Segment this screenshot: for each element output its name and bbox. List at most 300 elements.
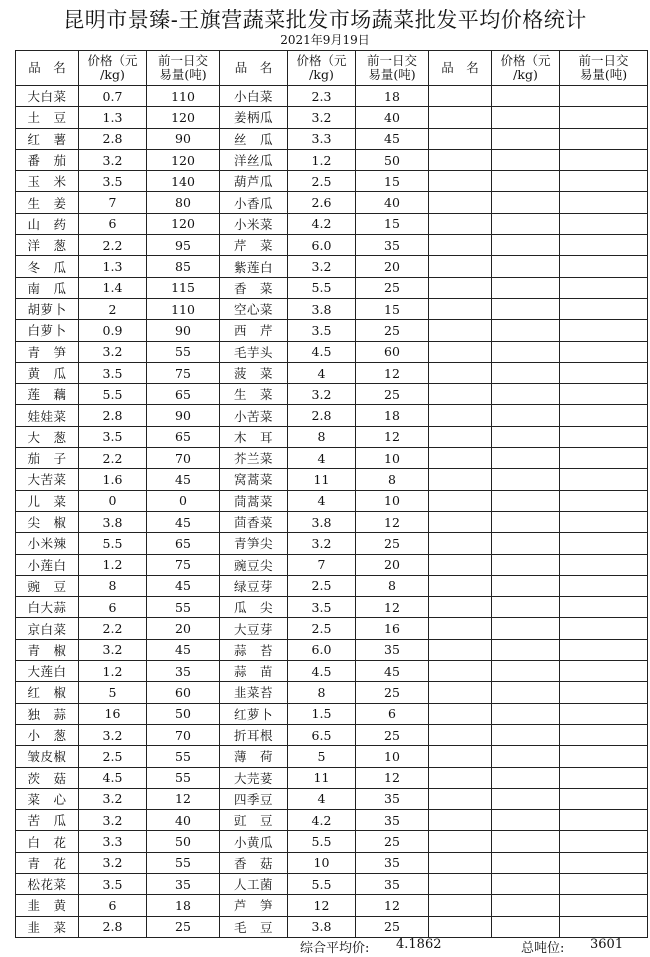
name-cell-3	[429, 384, 492, 405]
price-cell-2: 4	[288, 490, 356, 511]
price-cell-2: 3.2	[288, 533, 356, 554]
header-name-1: 品 名	[16, 51, 79, 86]
price-cell-3	[492, 149, 560, 170]
volume-cell-2: 10	[356, 746, 429, 767]
volume-cell-2: 25	[356, 533, 429, 554]
table-row	[16, 916, 648, 937]
name-cell-2: 茴香菜	[220, 511, 288, 532]
table-row	[16, 107, 648, 128]
table-row	[16, 426, 648, 447]
name-cell-1: 南 瓜	[16, 277, 79, 298]
name-cell-1: 大苦菜	[16, 469, 79, 490]
price-cell-1: 7	[79, 192, 147, 213]
price-cell-1: 5.5	[79, 384, 147, 405]
volume-cell-2: 40	[356, 192, 429, 213]
price-cell-2: 4.5	[288, 341, 356, 362]
name-cell-1: 尖 椒	[16, 511, 79, 532]
name-cell-2: 芦 笋	[220, 895, 288, 916]
name-cell-1: 豌 豆	[16, 575, 79, 596]
name-cell-3	[429, 362, 492, 383]
header-row	[16, 51, 648, 86]
price-cell-3	[492, 554, 560, 575]
name-cell-1: 青 笋	[16, 341, 79, 362]
name-cell-1: 玉 米	[16, 171, 79, 192]
volume-cell-2: 12	[356, 895, 429, 916]
name-cell-1: 皱皮椒	[16, 746, 79, 767]
table-row	[16, 597, 648, 618]
volume-cell-2: 35	[356, 873, 429, 894]
name-cell-1: 松花菜	[16, 873, 79, 894]
table-row	[16, 810, 648, 831]
price-cell-3	[492, 448, 560, 469]
table-row	[16, 575, 648, 596]
name-cell-2: 生 菜	[220, 384, 288, 405]
name-cell-2: 香 菜	[220, 277, 288, 298]
total-tonnage-label: 总吨位:	[521, 941, 565, 956]
name-cell-2: 木 耳	[220, 426, 288, 447]
price-cell-1: 2.2	[79, 618, 147, 639]
volume-cell-2: 25	[356, 384, 429, 405]
name-cell-2: 小白菜	[220, 86, 288, 107]
name-cell-3	[429, 746, 492, 767]
name-cell-1: 独 蒜	[16, 703, 79, 724]
name-cell-3	[429, 277, 492, 298]
name-cell-2: 小苦菜	[220, 405, 288, 426]
table-row	[16, 639, 648, 660]
volume-cell-1: 110	[147, 298, 220, 319]
price-cell-3	[492, 320, 560, 341]
volume-cell-3	[560, 256, 648, 277]
price-cell-3	[492, 810, 560, 831]
price-cell-1: 0.9	[79, 320, 147, 341]
price-cell-1: 2.8	[79, 128, 147, 149]
price-table	[15, 50, 648, 938]
name-cell-1: 白 花	[16, 831, 79, 852]
table-row	[16, 873, 648, 894]
name-cell-3	[429, 724, 492, 745]
name-cell-3	[429, 426, 492, 447]
name-cell-1: 白萝卜	[16, 320, 79, 341]
name-cell-2: 折耳根	[220, 724, 288, 745]
volume-cell-1: 35	[147, 661, 220, 682]
report-date: 2021年9月19日	[280, 33, 370, 47]
name-cell-3	[429, 149, 492, 170]
name-cell-1: 大 葱	[16, 426, 79, 447]
volume-cell-1: 70	[147, 724, 220, 745]
volume-cell-1: 40	[147, 810, 220, 831]
price-cell-3	[492, 86, 560, 107]
price-cell-3	[492, 362, 560, 383]
volume-cell-1: 65	[147, 426, 220, 447]
volume-cell-1: 115	[147, 277, 220, 298]
header-name-3: 品 名	[429, 51, 492, 86]
volume-cell-3	[560, 490, 648, 511]
volume-cell-3	[560, 852, 648, 873]
price-cell-3	[492, 661, 560, 682]
name-cell-2: 蒜 苔	[220, 639, 288, 660]
volume-cell-3	[560, 639, 648, 660]
name-cell-1: 苦 瓜	[16, 810, 79, 831]
header-name-2: 品 名	[220, 51, 288, 86]
price-cell-2: 11	[288, 767, 356, 788]
volume-cell-2: 16	[356, 618, 429, 639]
name-cell-3	[429, 86, 492, 107]
price-cell-3	[492, 873, 560, 894]
name-cell-2: 蒜 苗	[220, 661, 288, 682]
price-cell-1: 2.2	[79, 235, 147, 256]
name-cell-3	[429, 810, 492, 831]
volume-cell-1: 90	[147, 405, 220, 426]
price-cell-2: 6.0	[288, 235, 356, 256]
price-cell-2: 3.2	[288, 384, 356, 405]
name-cell-2: 韭菜苔	[220, 682, 288, 703]
volume-cell-2: 18	[356, 405, 429, 426]
price-cell-1: 1.6	[79, 469, 147, 490]
volume-cell-3	[560, 426, 648, 447]
price-cell-2: 4	[288, 362, 356, 383]
price-cell-1: 1.3	[79, 256, 147, 277]
price-cell-3	[492, 235, 560, 256]
table-row	[16, 746, 648, 767]
volume-cell-2: 25	[356, 916, 429, 937]
name-cell-1: 山 药	[16, 213, 79, 234]
table-row	[16, 213, 648, 234]
name-cell-3	[429, 661, 492, 682]
price-cell-3	[492, 511, 560, 532]
volume-cell-3	[560, 128, 648, 149]
volume-cell-1: 45	[147, 575, 220, 596]
volume-cell-2: 60	[356, 341, 429, 362]
name-cell-2: 芥兰菜	[220, 448, 288, 469]
price-cell-1: 5.5	[79, 533, 147, 554]
header-price-3: 价格（元 /kg)	[492, 51, 560, 86]
price-cell-3	[492, 703, 560, 724]
name-cell-2: 青笋尖	[220, 533, 288, 554]
name-cell-3	[429, 469, 492, 490]
volume-cell-3	[560, 746, 648, 767]
name-cell-2: 人工菌	[220, 873, 288, 894]
name-cell-2: 小黄瓜	[220, 831, 288, 852]
name-cell-1: 菜 心	[16, 788, 79, 809]
volume-cell-3	[560, 575, 648, 596]
name-cell-3	[429, 895, 492, 916]
volume-cell-2: 45	[356, 661, 429, 682]
price-cell-2: 8	[288, 682, 356, 703]
price-cell-1: 0.7	[79, 86, 147, 107]
name-cell-3	[429, 554, 492, 575]
volume-cell-3	[560, 235, 648, 256]
volume-cell-3	[560, 873, 648, 894]
volume-cell-3	[560, 533, 648, 554]
name-cell-1: 青 花	[16, 852, 79, 873]
table-row	[16, 895, 648, 916]
price-cell-1: 5	[79, 682, 147, 703]
table-row	[16, 86, 648, 107]
price-cell-2: 3.2	[288, 107, 356, 128]
volume-cell-2: 12	[356, 767, 429, 788]
price-cell-2: 3.8	[288, 511, 356, 532]
price-cell-3	[492, 895, 560, 916]
volume-cell-3	[560, 384, 648, 405]
volume-cell-1: 120	[147, 213, 220, 234]
price-cell-1: 3.5	[79, 873, 147, 894]
table-row	[16, 448, 648, 469]
volume-cell-3	[560, 788, 648, 809]
volume-cell-2: 15	[356, 298, 429, 319]
volume-cell-1: 55	[147, 767, 220, 788]
header-volume-1: 前一日交 易量(吨)	[147, 51, 220, 86]
volume-cell-2: 25	[356, 724, 429, 745]
table-row	[16, 490, 648, 511]
name-cell-3	[429, 575, 492, 596]
volume-cell-2: 12	[356, 362, 429, 383]
price-cell-2: 5	[288, 746, 356, 767]
volume-cell-3	[560, 469, 648, 490]
price-cell-3	[492, 298, 560, 319]
price-cell-1: 3.5	[79, 362, 147, 383]
name-cell-3	[429, 171, 492, 192]
volume-cell-1: 55	[147, 746, 220, 767]
price-cell-3	[492, 171, 560, 192]
price-cell-3	[492, 213, 560, 234]
table-row	[16, 235, 648, 256]
volume-cell-2: 12	[356, 511, 429, 532]
price-cell-2: 3.5	[288, 320, 356, 341]
name-cell-2: 葫芦瓜	[220, 171, 288, 192]
price-cell-1: 3.3	[79, 831, 147, 852]
name-cell-1: 红 薯	[16, 128, 79, 149]
price-cell-2: 4.2	[288, 810, 356, 831]
price-cell-1: 1.3	[79, 107, 147, 128]
name-cell-2: 薄 荷	[220, 746, 288, 767]
volume-cell-1: 120	[147, 149, 220, 170]
name-cell-3	[429, 916, 492, 937]
volume-cell-2: 35	[356, 235, 429, 256]
price-cell-2: 3.5	[288, 597, 356, 618]
price-cell-2: 11	[288, 469, 356, 490]
volume-cell-2: 8	[356, 575, 429, 596]
table-row	[16, 362, 648, 383]
price-cell-3	[492, 107, 560, 128]
header-volume-3: 前一日交 易量(吨)	[560, 51, 648, 86]
volume-cell-3	[560, 192, 648, 213]
table-row	[16, 128, 648, 149]
price-cell-2: 3.2	[288, 256, 356, 277]
table-row	[16, 405, 648, 426]
volume-cell-2: 40	[356, 107, 429, 128]
price-cell-3	[492, 128, 560, 149]
volume-cell-3	[560, 724, 648, 745]
price-cell-3	[492, 746, 560, 767]
name-cell-1: 青 椒	[16, 639, 79, 660]
price-cell-2: 2.8	[288, 405, 356, 426]
volume-cell-3	[560, 554, 648, 575]
volume-cell-3	[560, 362, 648, 383]
price-cell-1: 6	[79, 895, 147, 916]
name-cell-2: 洋丝瓜	[220, 149, 288, 170]
name-cell-2: 豇 豆	[220, 810, 288, 831]
price-cell-3	[492, 426, 560, 447]
table-row	[16, 788, 648, 809]
volume-cell-2: 25	[356, 682, 429, 703]
price-cell-1: 1.4	[79, 277, 147, 298]
volume-cell-1: 90	[147, 320, 220, 341]
price-cell-2: 3.8	[288, 916, 356, 937]
name-cell-2: 大芫荽	[220, 767, 288, 788]
volume-cell-1: 85	[147, 256, 220, 277]
price-cell-2: 2.3	[288, 86, 356, 107]
volume-cell-1: 18	[147, 895, 220, 916]
price-cell-2: 10	[288, 852, 356, 873]
price-cell-3	[492, 788, 560, 809]
name-cell-1: 娃娃菜	[16, 405, 79, 426]
price-cell-1: 3.5	[79, 426, 147, 447]
volume-cell-1: 55	[147, 341, 220, 362]
price-cell-2: 12	[288, 895, 356, 916]
volume-cell-1: 120	[147, 107, 220, 128]
name-cell-2: 芹 菜	[220, 235, 288, 256]
price-cell-2: 2.5	[288, 618, 356, 639]
volume-cell-3	[560, 448, 648, 469]
table-row	[16, 256, 648, 277]
name-cell-2: 香 菇	[220, 852, 288, 873]
table-row	[16, 469, 648, 490]
name-cell-2: 窝蒿菜	[220, 469, 288, 490]
volume-cell-2: 15	[356, 213, 429, 234]
volume-cell-1: 45	[147, 639, 220, 660]
name-cell-3	[429, 533, 492, 554]
price-cell-2: 6.0	[288, 639, 356, 660]
volume-cell-1: 35	[147, 873, 220, 894]
price-cell-1: 6	[79, 213, 147, 234]
price-cell-1: 3.2	[79, 724, 147, 745]
header-volume-2: 前一日交 易量(吨)	[356, 51, 429, 86]
volume-cell-2: 50	[356, 149, 429, 170]
price-cell-3	[492, 831, 560, 852]
name-cell-3	[429, 831, 492, 852]
volume-cell-1: 65	[147, 384, 220, 405]
name-cell-2: 空心菜	[220, 298, 288, 319]
price-cell-1: 1.2	[79, 554, 147, 575]
price-cell-1: 8	[79, 575, 147, 596]
volume-cell-1: 25	[147, 916, 220, 937]
table-row	[16, 341, 648, 362]
name-cell-3	[429, 341, 492, 362]
name-cell-1: 韭 黄	[16, 895, 79, 916]
name-cell-2: 绿豆芽	[220, 575, 288, 596]
price-cell-3	[492, 469, 560, 490]
price-cell-1: 3.2	[79, 810, 147, 831]
name-cell-3	[429, 235, 492, 256]
name-cell-2: 紫莲白	[220, 256, 288, 277]
price-cell-3	[492, 341, 560, 362]
name-cell-3	[429, 448, 492, 469]
table-row	[16, 149, 648, 170]
volume-cell-2: 35	[356, 810, 429, 831]
name-cell-3	[429, 213, 492, 234]
name-cell-1: 韭 菜	[16, 916, 79, 937]
price-cell-3	[492, 277, 560, 298]
price-cell-3	[492, 597, 560, 618]
table-row	[16, 852, 648, 873]
name-cell-3	[429, 256, 492, 277]
price-cell-1: 2.8	[79, 405, 147, 426]
total-tonnage-value: 3601	[590, 937, 624, 952]
volume-cell-2: 10	[356, 490, 429, 511]
name-cell-3	[429, 682, 492, 703]
volume-cell-1: 140	[147, 171, 220, 192]
volume-cell-3	[560, 831, 648, 852]
volume-cell-3	[560, 298, 648, 319]
volume-cell-1: 110	[147, 86, 220, 107]
name-cell-3	[429, 128, 492, 149]
name-cell-2: 瓜 尖	[220, 597, 288, 618]
volume-cell-3	[560, 171, 648, 192]
name-cell-2: 毛 豆	[220, 916, 288, 937]
price-cell-2: 7	[288, 554, 356, 575]
volume-cell-1: 0	[147, 490, 220, 511]
price-cell-1: 2	[79, 298, 147, 319]
header-price-1: 价格（元 /kg)	[79, 51, 147, 86]
name-cell-1: 胡萝卜	[16, 298, 79, 319]
price-cell-3	[492, 575, 560, 596]
volume-cell-1: 12	[147, 788, 220, 809]
volume-cell-3	[560, 341, 648, 362]
volume-cell-1: 45	[147, 469, 220, 490]
volume-cell-3	[560, 703, 648, 724]
volume-cell-3	[560, 618, 648, 639]
volume-cell-1: 50	[147, 831, 220, 852]
price-cell-1: 2.2	[79, 448, 147, 469]
volume-cell-2: 15	[356, 171, 429, 192]
volume-cell-3	[560, 320, 648, 341]
volume-cell-3	[560, 682, 648, 703]
price-cell-3	[492, 852, 560, 873]
volume-cell-1: 90	[147, 128, 220, 149]
volume-cell-1: 95	[147, 235, 220, 256]
price-cell-1: 3.2	[79, 788, 147, 809]
volume-cell-3	[560, 107, 648, 128]
volume-cell-1: 20	[147, 618, 220, 639]
name-cell-2: 姜柄瓜	[220, 107, 288, 128]
volume-cell-1: 55	[147, 597, 220, 618]
table-row	[16, 277, 648, 298]
price-cell-2: 3.8	[288, 298, 356, 319]
name-cell-2: 毛芋头	[220, 341, 288, 362]
price-cell-3	[492, 724, 560, 745]
volume-cell-1: 45	[147, 511, 220, 532]
price-cell-1: 3.2	[79, 341, 147, 362]
name-cell-3	[429, 788, 492, 809]
price-cell-2: 2.6	[288, 192, 356, 213]
table-row	[16, 618, 648, 639]
name-cell-3	[429, 873, 492, 894]
name-cell-3	[429, 618, 492, 639]
volume-cell-3	[560, 810, 648, 831]
volume-cell-1: 75	[147, 362, 220, 383]
name-cell-2: 四季豆	[220, 788, 288, 809]
volume-cell-2: 20	[356, 256, 429, 277]
price-cell-3	[492, 767, 560, 788]
price-cell-2: 2.5	[288, 575, 356, 596]
name-cell-2: 小米菜	[220, 213, 288, 234]
average-price-value: 4.1862	[396, 937, 442, 952]
volume-cell-1: 65	[147, 533, 220, 554]
name-cell-1: 大白菜	[16, 86, 79, 107]
price-cell-3	[492, 682, 560, 703]
name-cell-2: 菠 菜	[220, 362, 288, 383]
name-cell-1: 小 葱	[16, 724, 79, 745]
